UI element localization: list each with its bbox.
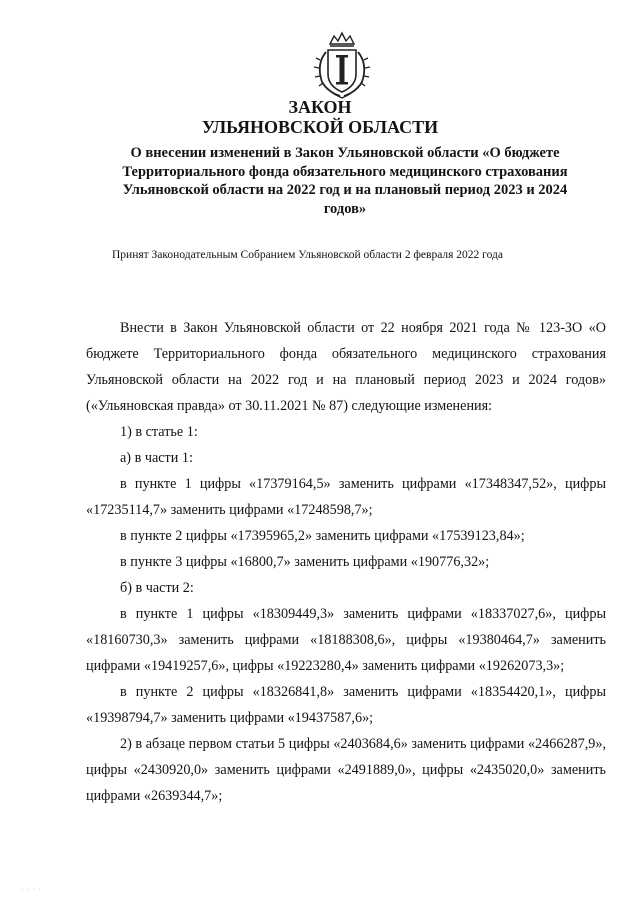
- coat-of-arms-emblem: [310, 30, 374, 100]
- law-body: [86, 315, 606, 809]
- paragraph-intro: Внести в Закон Ульяновской области от 22 ноября 2021 года № 123-ЗО «О бюджете Территориального фонда обязательного медицинского страхования Ульяновской области на 2022 год и на плановый период 2023 и 2024 годов» («Ульяновская правда» от 30.11.2021 № 87) следующие изменения:: [86, 320, 606, 414]
- paragraph-item-1a-point-1: в пункте 1 цифры «17379164,5» заменить цифрами «17348347,52», цифры «17235114,7» заменить цифрами «17248598,7»;: [86, 476, 606, 518]
- paragraph-item-2: 2) в абзаце первом статьи 5 цифры «2403684,6» заменить цифрами «2466287,9», цифры «2430920,0» заменить цифрами «2491889,0», цифры «2435020,0» заменить цифрами «2639344,7»;: [86, 736, 606, 804]
- law-title: ЗАКОН: [288, 97, 352, 117]
- paragraph-item-1b-point-2: в пункте 2 цифры «18326841,8» заменить цифрами «18354420,1», цифры «19398794,7» заменить цифрами «19437587,6»;: [86, 684, 606, 726]
- paragraph-item-1: 1) в статье 1:: [120, 424, 198, 440]
- region-title: УЛЬЯНОВСКОЙ ОБЛАСТИ: [201, 117, 439, 137]
- paragraph-item-1b-point-1: в пункте 1 цифры «18309449,3» заменить цифрами «18337027,6», цифры «18160730,3» заменить цифрами «18188308,6», цифры «19380464,7» заменить цифрами «19419257,6», цифры «19223280,4» заменить цифрами «19262073,3»;: [86, 606, 606, 674]
- adoption-note: Принят Законодательным Собранием Ульяновской области 2 февраля 2022 года: [112, 249, 503, 261]
- scan-artifact-mark: · · · ·: [22, 887, 42, 893]
- paragraph-item-1a: а) в части 1:: [120, 450, 193, 466]
- paragraph-item-1a-point-2: в пункте 2 цифры «17395965,2» заменить цифрами «17539123,84»;: [120, 528, 525, 544]
- law-subtitle: О внесении изменений в Закон Ульяновской области «О бюджете Территориального фонда обязательного медицинского страхования Ульяновской области на 2022 год и на плановый период 2023 и 2024 годов»: [122, 145, 568, 217]
- paragraph-item-1a-point-3: в пункте 3 цифры «16800,7» заменить цифрами «190776,32»;: [120, 554, 490, 570]
- paragraph-item-1b: б) в части 2:: [120, 580, 194, 596]
